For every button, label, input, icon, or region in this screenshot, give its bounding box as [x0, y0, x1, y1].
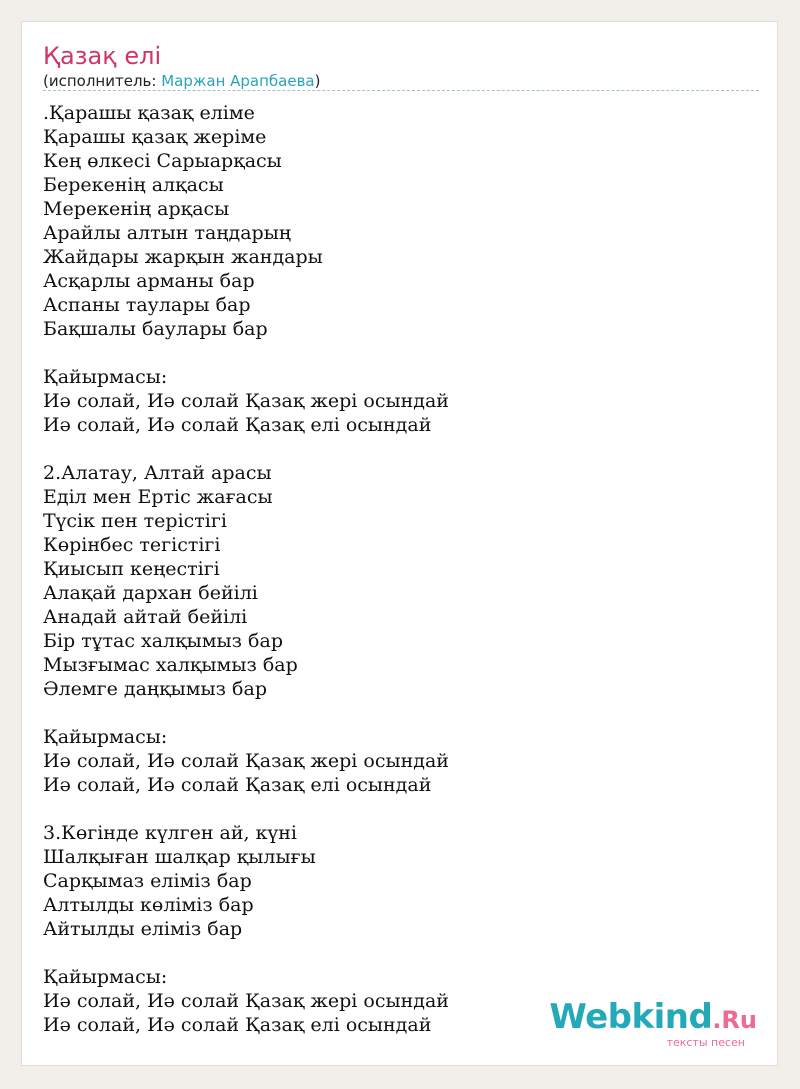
- song-title: Қазақ елі: [43, 42, 162, 70]
- stanza-gap: [43, 341, 759, 365]
- performer-suffix: ): [314, 72, 321, 90]
- lyric-line: Иә солай, Иә солай Қазақ елі осындай: [43, 1014, 432, 1036]
- stanza-gap: [43, 437, 759, 461]
- lyric-line: Түсік пен терістігі: [43, 510, 227, 532]
- lyric-line: 3.Көгінде күлген ай, күні: [43, 822, 297, 844]
- stanza-gap: [43, 797, 759, 821]
- lyric-line: Асқарлы арманы бар: [43, 270, 255, 292]
- lyric-line: Бір тұтас халқымыз бар: [43, 630, 283, 652]
- lyric-line: Алтылды көліміз бар: [43, 894, 254, 916]
- lyric-line: Шалқыған шалқар қылығы: [43, 846, 316, 868]
- lyric-line: Еділ мен Ертіс жағасы: [43, 486, 273, 508]
- site-logo[interactable]: [549, 997, 757, 1049]
- lyric-line: Қайырмасы:: [43, 366, 168, 388]
- performer-line: [43, 71, 320, 91]
- lyric-line: Кең өлкесі Сарыарқасы: [43, 150, 282, 172]
- lyric-line: .Қарашы қазақ еліме: [43, 102, 255, 124]
- lyric-line: Иә солай, Иә солай Қазақ елі осындай: [43, 774, 432, 796]
- lyrics-card: [21, 21, 778, 1066]
- lyric-line: 2.Алатау, Алтай арасы: [43, 462, 272, 484]
- lyric-line: Иә солай, Иә солай Қазақ жері осындай: [43, 990, 449, 1012]
- title-divider: [43, 90, 759, 91]
- lyric-line: Мерекенің арқасы: [43, 198, 230, 220]
- logo-tld: .Ru: [712, 1006, 757, 1034]
- logo-tagline: тексты песен: [666, 1036, 745, 1049]
- lyric-line: Көрінбес тегістігі: [43, 534, 221, 556]
- artist-link[interactable]: Маржан Арапбаева: [161, 72, 315, 90]
- lyric-line: Қиысып кеңестігі: [43, 558, 220, 580]
- lyric-line: Иә солай, Иә солай Қазақ жері осындай: [43, 390, 449, 412]
- lyric-line: Алақай дархан бейілі: [43, 582, 258, 604]
- lyrics-text: [43, 101, 759, 1037]
- lyric-line: Арайлы алтын таңдарың: [43, 222, 292, 244]
- lyric-line: Жайдары жарқын жандары: [43, 246, 323, 268]
- lyric-line: Бақшалы баулары бар: [43, 318, 268, 340]
- lyric-line: Қайырмасы:: [43, 726, 168, 748]
- lyric-line: Иә солай, Иә солай Қазақ елі осындай: [43, 414, 432, 436]
- stanza-gap: [43, 941, 759, 965]
- lyric-line: Иә солай, Иә солай Қазақ жері осындай: [43, 750, 449, 772]
- lyric-line: Анадай айтай бейілі: [43, 606, 248, 628]
- lyric-line: Айтылды еліміз бар: [43, 918, 243, 940]
- logo-brand: Webkind: [549, 997, 713, 1037]
- lyric-line: Берекенің алқасы: [43, 174, 224, 196]
- lyric-line: Қарашы қазақ жеріме: [43, 126, 267, 148]
- lyric-line: Қайырмасы:: [43, 966, 168, 988]
- performer-prefix: (исполнитель:: [43, 72, 162, 90]
- stanza-gap: [43, 701, 759, 725]
- lyric-line: Аспаны таулары бар: [43, 294, 251, 316]
- lyric-line: Сарқымаз еліміз бар: [43, 870, 252, 892]
- lyric-line: Әлемге даңқымыз бар: [43, 678, 267, 700]
- lyric-line: Мызғымас халқымыз бар: [43, 654, 298, 676]
